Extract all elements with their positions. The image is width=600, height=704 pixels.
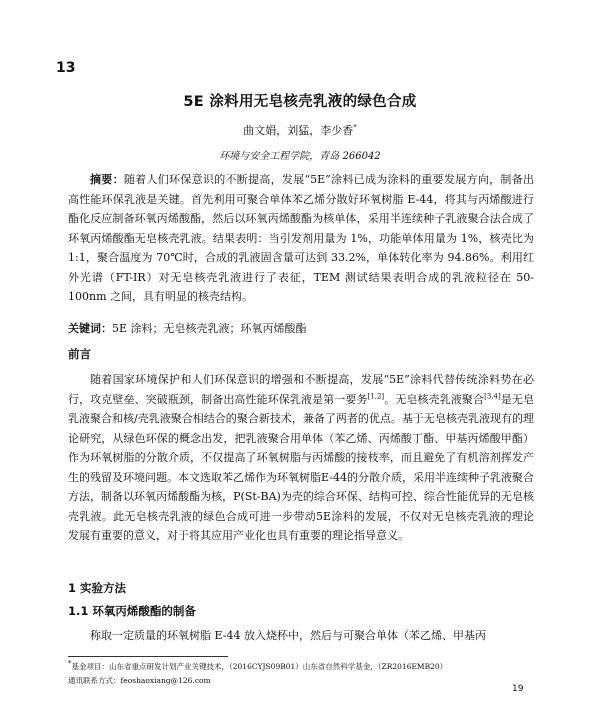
keywords (68, 320, 534, 336)
abstract (68, 170, 534, 307)
intro-text-a: 随着国家环境保护和人们环保意识的增强和不断提高，发展“5E”涂料代替传统涂料势在必行，攻克壁垒、突破瓶颈，制备出高性能环保乳液是第一要务 (68, 373, 534, 406)
fund-footnote (68, 660, 548, 673)
intro-heading: 前言 (68, 347, 91, 361)
keywords-label: 关键词： (68, 322, 112, 335)
fund-footnote-mark: * (68, 659, 72, 668)
footnote-divider (68, 656, 228, 657)
citation: [1,2] (367, 391, 385, 400)
subsection-heading: 1.1 环氧丙烯酸酯的制备 (68, 604, 196, 618)
citation: [3,4] (484, 391, 501, 400)
intro-paragraph (68, 370, 534, 546)
footer-page-number: 19 (512, 684, 524, 694)
intro-text-c: 是无皂乳液聚合和核/壳乳液聚合相结合的聚合新技术，兼备了两者的优点。基于无皂核壳乳液现有的理论研究，从绿色环保的概念出发，把乳液聚合用单体（苯乙烯、丙烯酸丁酯、甲基丙烯酸甲酯）作为环氧树脂的分散介质，不仅提高了环氧树脂与丙烯酸的接枝率，而且避免了有机溶剂挥发产生的残留及环境问题。本文选取苯乙烯作为环氧树脂E-44的分散介质，采用半连续种子乳液聚合方法，制备以环氧丙烯酸酯为核，P(St-BA)为壳的综合环保、结构可控、综合性能优异的无皂核壳乳液。此无皂核壳乳液的绿色合成可进一步带动5E涂料的发展，不仅对无皂核壳乳液的理论发展有重要的意义，对于将其应用产业化也具有重要的理论指导意义。 (68, 392, 535, 542)
section-heading: 1 实验方法 (68, 581, 127, 595)
affiliation: 环境与安全工程学院，青岛 266042 (219, 151, 381, 162)
contact-footnote: 通讯联系方式：feoshaoxiang@126.com (68, 676, 211, 685)
intro-text-b: 。无皂核壳乳液聚合 (384, 392, 485, 406)
abstract-text: 随着人们环保意识的不断提高，发展“5E”涂料已成为涂料的重要发展方向，制备出高性能环保乳液是关键。首先利用可聚合单体苯乙烯分散好环氧树脂 E-44，将其与丙烯酸进行酯化反应制备环氧丙烯酸酯，然后以环氧丙烯酸酯为核单体，采用半连续种子乳液聚合法合成了环氧丙烯酸酯无皂核壳乳液。结果表明：当引发剂用量为 1%，功能单体用量为 1%，核壳比为 1:1，聚合温度为 70℃时，合成的乳液固含量可达到 33.2%，单体转化率为 94.86%。利用红外光谱（FT-IR）对无皂核壳乳液进行了表征，TEM 测试结果表明合成的乳液粒径在 50-100nm 之间，具有明显的核壳结构。 (68, 173, 534, 303)
fund-footnote-text: 基金项目：山东省重点研发计划产业关键技术，（2016CYJS09B01）山东省自然科学基金，（ZR2016EMB20） (71, 662, 448, 671)
page-number: 13 (56, 60, 76, 76)
paper-title: 5E 涂料用无皂核壳乳液的绿色合成 (183, 94, 417, 110)
author-names: 曲文娟，刘猛，李少香 (243, 124, 354, 137)
abstract-label: 摘要： (90, 173, 124, 186)
keywords-text: 5E 涂料；无皂核壳乳液；环氧丙烯酸酯 (112, 322, 307, 335)
authors (0, 122, 600, 138)
method-paragraph: 称取一定质量的环氧树脂 E-44 放入烧杯中，然后与可聚合单体（苯乙烯、甲基丙 (90, 629, 486, 642)
corresponding-author-mark: * (353, 123, 357, 132)
